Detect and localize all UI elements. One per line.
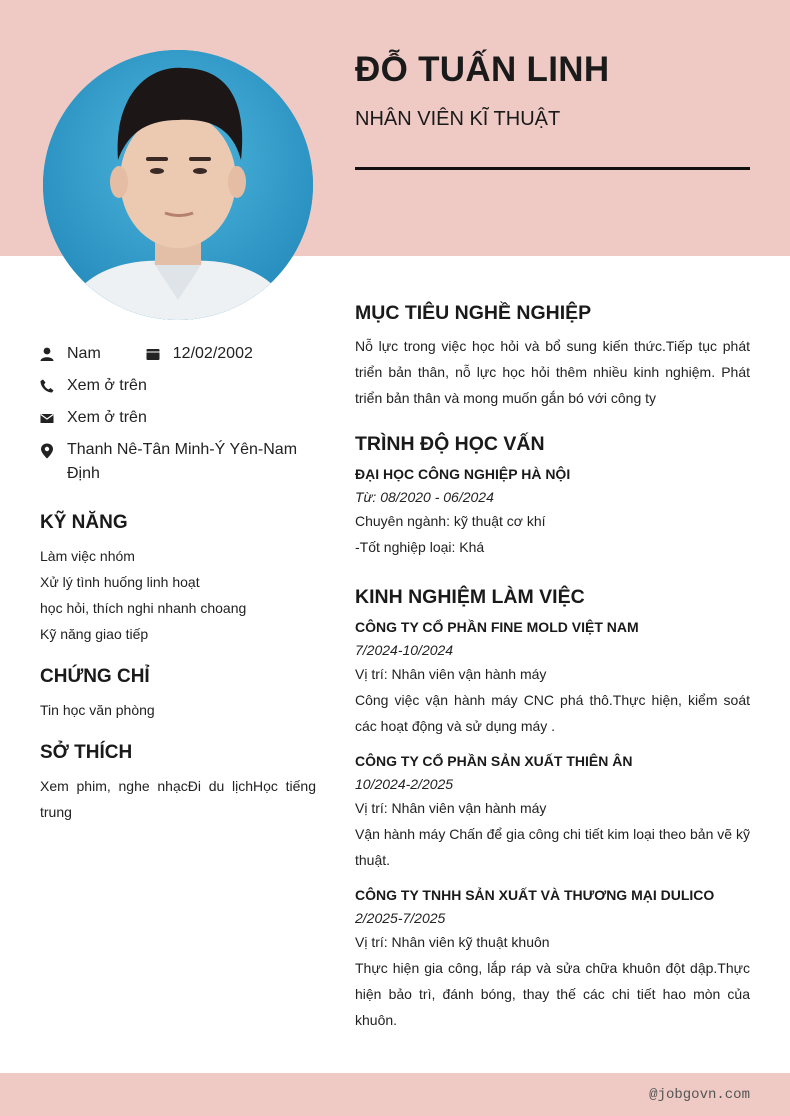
footer-watermark: @jobgovn.com bbox=[649, 1087, 750, 1103]
job-position: Vị trí: Nhân viên vận hành máy bbox=[355, 800, 547, 816]
skill-item: học hỏi, thích nghi nhanh choang bbox=[40, 600, 247, 616]
header-divider bbox=[355, 167, 750, 170]
job-description: Vận hành máy Chấn để gia công chi tiết kim loại theo bản vẽ kỹ thuật. bbox=[355, 826, 750, 868]
location-pin-icon bbox=[40, 443, 54, 459]
objective-section bbox=[355, 302, 750, 411]
dob-value: 12/02/2002 bbox=[172, 345, 253, 362]
job-description: Thực hiện gia công, lắp ráp và sửa chữa khuôn đột dập.Thực hiện bảo trì, đánh bóng, thay thế các chi tiết hao mòn của khuôn. bbox=[355, 960, 750, 1028]
job-position: Vị trí: Nhân viên kỹ thuật khuôn bbox=[355, 934, 550, 950]
profile-photo bbox=[43, 50, 313, 320]
experience-title: KINH NGHIỆM LÀM VIỆC bbox=[355, 586, 585, 608]
job-entry bbox=[355, 617, 750, 739]
person-icon bbox=[40, 347, 54, 361]
job-company: CÔNG TY CỔ PHẦN FINE MOLD VIỆT NAM bbox=[355, 619, 639, 635]
job-description: Công việc vận hành máy CNC phá thô.Thực hiện, kiểm soát các hoạt động và sử dụng máy . bbox=[355, 692, 750, 734]
gender-value: Nam bbox=[67, 345, 101, 362]
school-name: ĐẠI HỌC CÔNG NGHIỆP HÀ NỘI bbox=[355, 466, 571, 482]
job-entry bbox=[355, 885, 750, 1033]
gender-dob-row bbox=[40, 342, 320, 366]
skills-list bbox=[40, 543, 316, 647]
address-row bbox=[40, 438, 320, 486]
job-entry bbox=[355, 751, 750, 873]
job-company: CÔNG TY TNHH SẢN XUẤT VÀ THƯƠNG MẠI DULICO bbox=[355, 887, 715, 903]
education-title: TRÌNH ĐỘ HỌC VẤN bbox=[355, 433, 545, 455]
skill-item: Xử lý tình huống linh hoạt bbox=[40, 574, 200, 590]
job-company: CÔNG TY CỔ PHẦN SẢN XUẤT THIÊN ÂN bbox=[355, 753, 633, 769]
skills-title: KỸ NĂNG bbox=[40, 512, 128, 533]
email-row bbox=[40, 406, 320, 430]
certificate-item: Tin học văn phòng bbox=[40, 702, 155, 718]
envelope-icon bbox=[40, 411, 54, 425]
candidate-name: ĐỖ TUẤN LINH bbox=[355, 50, 610, 89]
certificates-title: CHỨNG CHỈ bbox=[40, 666, 150, 687]
education-period: Từ: 08/2020 - 06/2024 bbox=[355, 489, 494, 505]
objective-title: MỤC TIÊU NGHỀ NGHIỆP bbox=[355, 302, 592, 324]
education-major: Chuyên ngành: kỹ thuật cơ khí bbox=[355, 513, 546, 529]
skill-item: Làm việc nhóm bbox=[40, 548, 135, 564]
calendar-icon bbox=[146, 347, 160, 361]
objective-text: Nỗ lực trong việc học hỏi và bổ sung kiến thức.Tiếp tục phát triển bản thân, nỗ lực học hỏi thêm nhiều kinh nghiệm. Phát triển bản thân và mong muốn gắn bó với công ty bbox=[355, 338, 750, 406]
address-value: Thanh Nê-Tân Minh-Ý Yên-Nam Định bbox=[67, 441, 298, 482]
skill-item: Kỹ năng giao tiếp bbox=[40, 626, 149, 642]
contact-info bbox=[40, 342, 320, 494]
education-grade: -Tốt nghiệp loại: Khá bbox=[355, 539, 485, 555]
job-period: 10/2024-2/2025 bbox=[355, 776, 454, 792]
hobbies-text: Xem phim, nghe nhạcĐi du lịchHọc tiếng trung bbox=[40, 778, 316, 820]
email-value: Xem ở trên bbox=[67, 409, 147, 426]
education-section bbox=[355, 433, 750, 560]
hobbies-title: SỞ THÍCH bbox=[40, 742, 133, 763]
experience-section bbox=[355, 586, 750, 1045]
phone-row bbox=[40, 374, 320, 398]
job-period: 7/2024-10/2024 bbox=[355, 642, 454, 658]
certificates-list bbox=[40, 697, 316, 723]
candidate-role: NHÂN VIÊN KĨ THUẬT bbox=[355, 108, 561, 130]
phone-value: Xem ở trên bbox=[67, 377, 147, 394]
job-position: Vị trí: Nhân viên vận hành máy bbox=[355, 666, 547, 682]
job-period: 2/2025-7/2025 bbox=[355, 910, 446, 926]
phone-icon bbox=[40, 379, 54, 393]
